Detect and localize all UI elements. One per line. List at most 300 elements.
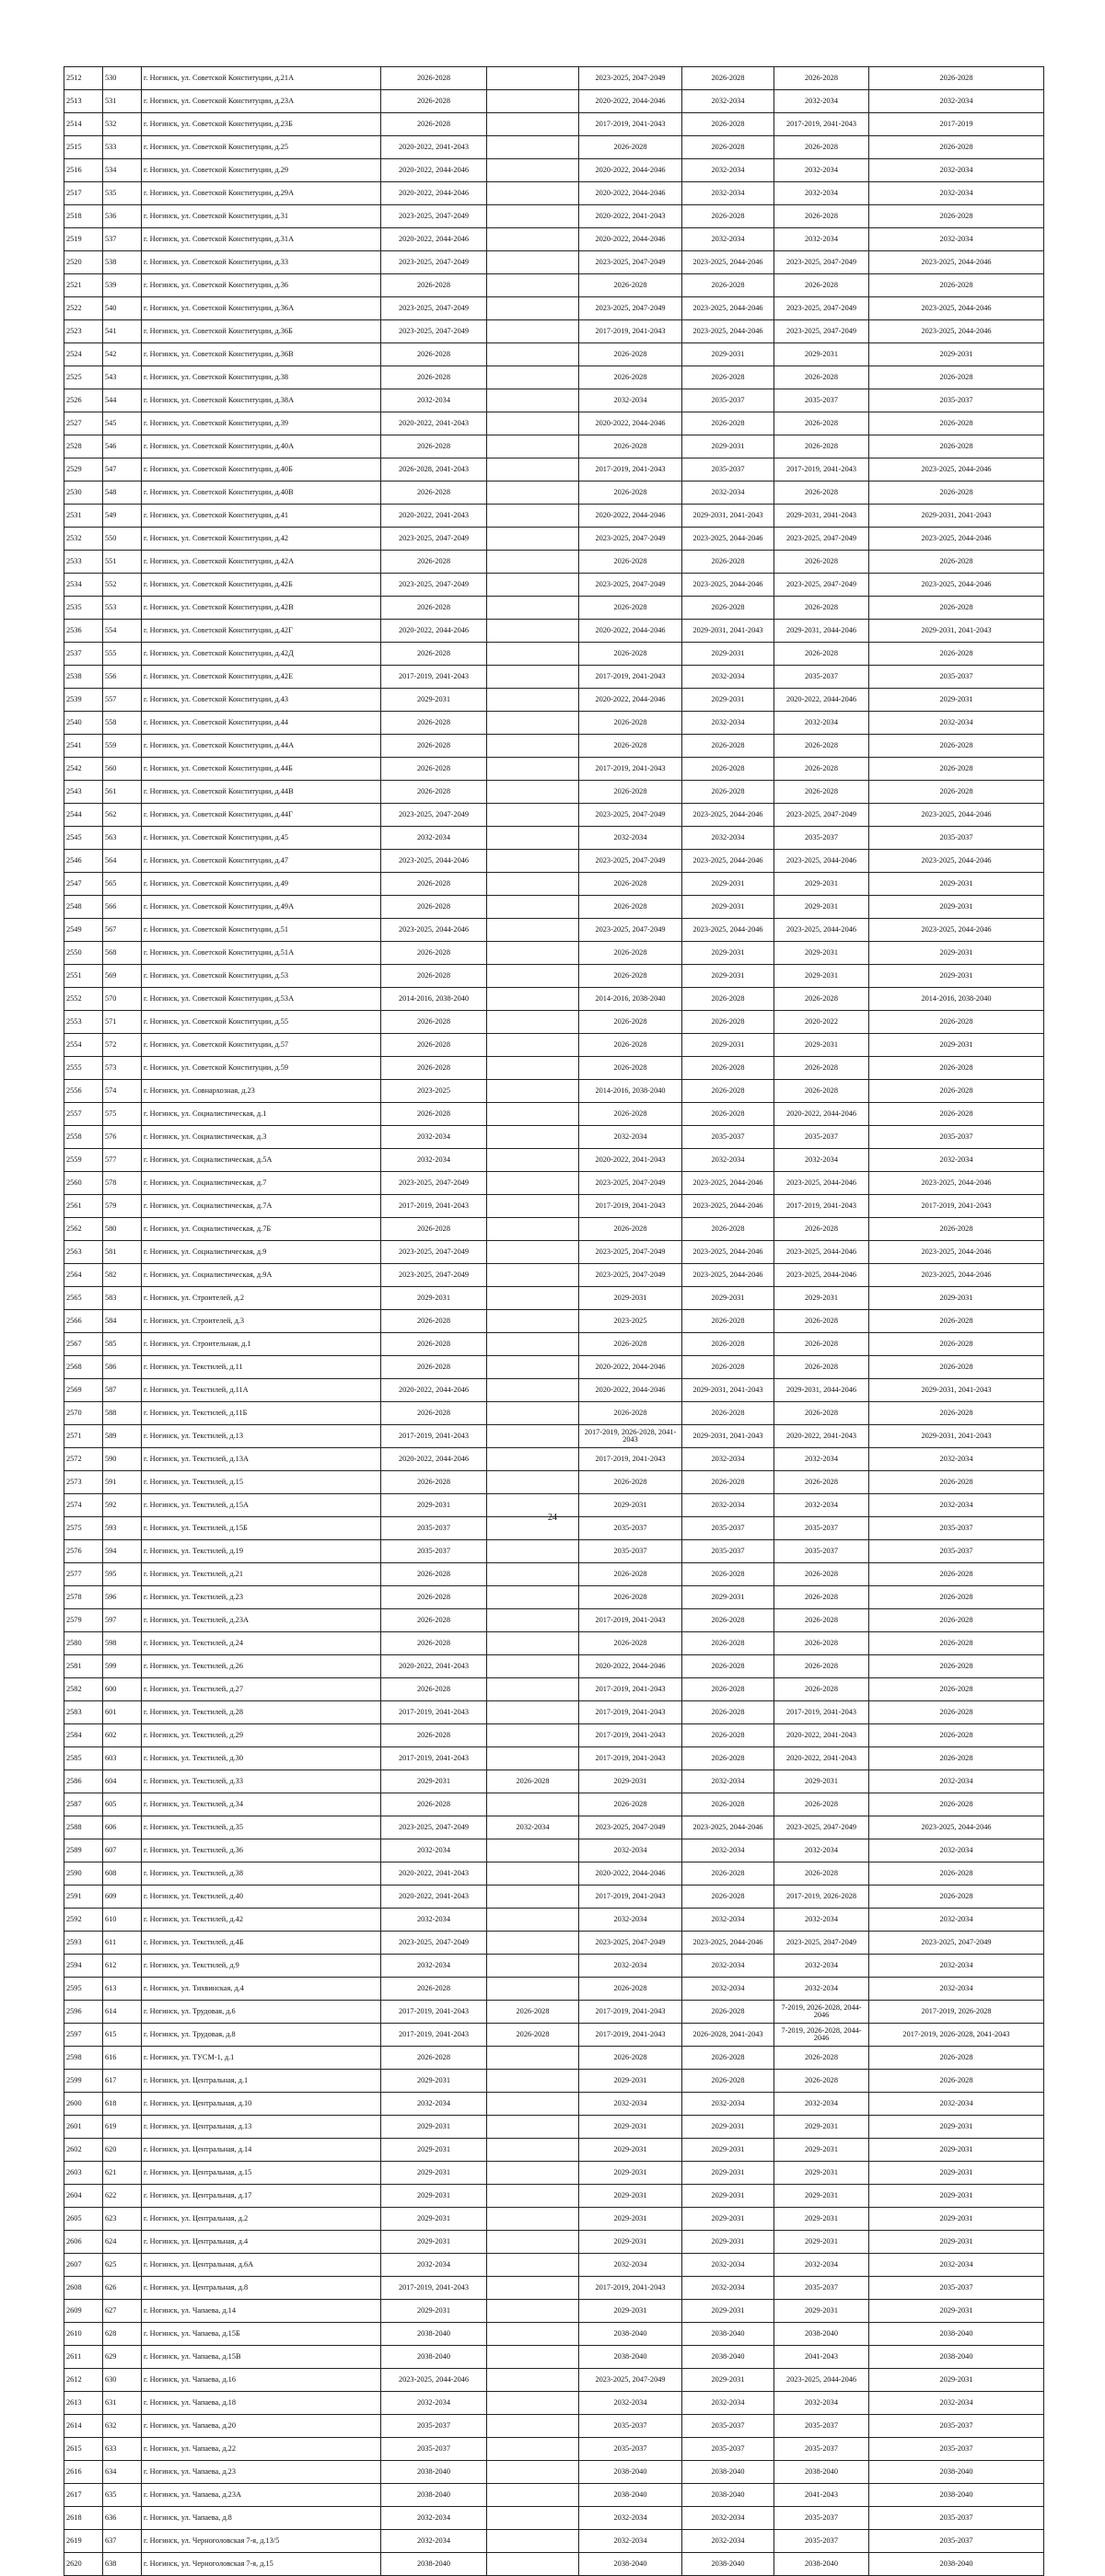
period-col-2-cell <box>487 1241 579 1264</box>
address-cell: г. Ногинск, ул. Текстилей, д.36 <box>142 1839 381 1862</box>
table-row <box>64 2047 1044 2070</box>
table-row <box>64 1425 1044 1448</box>
period-col-3-cell: 2023-2025, 2047-2049 <box>579 251 682 274</box>
period-col-5-cell: 2017-2019, 2041-2043 <box>774 1195 869 1218</box>
object-number-cell: 530 <box>103 67 142 90</box>
period-col-1-cell: 2026-2028 <box>381 1978 487 2001</box>
period-col-1-cell: 2026-2028 <box>381 1402 487 1425</box>
period-col-1-cell: 2026-2028 <box>381 965 487 988</box>
period-col-4-cell: 2026-2028 <box>682 1011 774 1034</box>
period-col-5-cell: 2023-2025, 2044-2046 <box>774 1241 869 1264</box>
period-col-5-cell: 2029-2031 <box>774 2208 869 2231</box>
object-number-cell: 618 <box>103 2093 142 2116</box>
period-col-6-cell: 2023-2025, 2047-2049 <box>869 1932 1044 1955</box>
period-col-1-cell: 2029-2031 <box>381 2139 487 2162</box>
period-col-3-cell: 2029-2031 <box>579 2162 682 2185</box>
row-index-cell: 2577 <box>64 1563 103 1586</box>
period-col-1-cell: 2014-2016, 2038-2040 <box>381 988 487 1011</box>
period-col-4-cell: 2035-2037 <box>682 1126 774 1149</box>
table-row <box>64 90 1044 113</box>
row-index-cell: 2532 <box>64 528 103 551</box>
object-number-cell: 546 <box>103 435 142 458</box>
address-cell: г. Ногинск, ул. Социалистическая, д.9А <box>142 1264 381 1287</box>
address-cell: г. Ногинск, ул. Советской Конституции, д.49 <box>142 873 381 896</box>
table-row <box>64 320 1044 343</box>
period-col-6-cell: 2032-2034 <box>869 1149 1044 1172</box>
object-number-cell: 637 <box>103 2530 142 2553</box>
object-number-cell: 628 <box>103 2323 142 2346</box>
row-index-cell: 2542 <box>64 758 103 781</box>
period-col-4-cell: 2029-2031 <box>682 965 774 988</box>
period-col-2-cell <box>487 2369 579 2392</box>
period-col-5-cell: 2023-2025, 2044-2046 <box>774 1264 869 1287</box>
period-col-1-cell: 2026-2028 <box>381 896 487 919</box>
table-row <box>64 1586 1044 1609</box>
period-col-3-cell: 2017-2019, 2041-2043 <box>579 758 682 781</box>
period-col-4-cell: 2032-2034 <box>682 2530 774 2553</box>
object-number-cell: 570 <box>103 988 142 1011</box>
period-col-1-cell: 2026-2028 <box>381 873 487 896</box>
period-col-2-cell <box>487 942 579 965</box>
period-col-1-cell: 2020-2022, 2041-2043 <box>381 1886 487 1909</box>
period-col-3-cell: 2017-2019, 2026-2028, 2041-2043 <box>579 1425 682 1448</box>
row-index-cell: 2595 <box>64 1978 103 2001</box>
object-number-cell: 563 <box>103 827 142 850</box>
period-col-4-cell: 2026-2028 <box>682 136 774 159</box>
row-index-cell: 2514 <box>64 113 103 136</box>
period-col-2-cell <box>487 1034 579 1057</box>
address-cell: г. Ногинск, ул. Чапаева, д.22 <box>142 2438 381 2461</box>
period-col-2-cell <box>487 666 579 689</box>
period-col-1-cell: 2020-2022, 2044-2046 <box>381 1379 487 1402</box>
row-index-cell: 2528 <box>64 435 103 458</box>
period-col-1-cell: 2026-2028 <box>381 67 487 90</box>
period-col-4-cell: 2029-2031 <box>682 2185 774 2208</box>
address-cell: г. Ногинск, ул. Советской Конституции, д.40А <box>142 435 381 458</box>
period-col-6-cell: 2026-2028 <box>869 1586 1044 1609</box>
period-col-3-cell: 2014-2016, 2038-2040 <box>579 1080 682 1103</box>
period-col-3-cell: 2026-2028 <box>579 1011 682 1034</box>
period-col-1-cell: 2032-2034 <box>381 389 487 412</box>
table-row <box>64 2438 1044 2461</box>
period-col-5-cell: 2026-2028 <box>774 1310 869 1333</box>
row-index-cell: 2618 <box>64 2507 103 2530</box>
address-cell: г. Ногинск, ул. Советской Конституции, д.31А <box>142 228 381 251</box>
period-col-2-cell <box>487 551 579 574</box>
period-col-2-cell <box>487 2461 579 2484</box>
row-index-cell: 2562 <box>64 1218 103 1241</box>
period-col-6-cell: 2032-2034 <box>869 228 1044 251</box>
period-col-6-cell: 2026-2028 <box>869 1402 1044 1425</box>
object-number-cell: 574 <box>103 1080 142 1103</box>
object-number-cell: 605 <box>103 1793 142 1816</box>
period-col-1-cell: 2026-2028 <box>381 113 487 136</box>
object-number-cell: 584 <box>103 1310 142 1333</box>
row-index-cell: 2612 <box>64 2369 103 2392</box>
row-index-cell: 2536 <box>64 620 103 643</box>
period-col-5-cell: 2026-2028 <box>774 1471 869 1494</box>
object-number-cell: 560 <box>103 758 142 781</box>
period-col-3-cell: 2020-2022, 2044-2046 <box>579 90 682 113</box>
period-col-1-cell: 2023-2025, 2047-2049 <box>381 1264 487 1287</box>
row-index-cell: 2609 <box>64 2300 103 2323</box>
object-number-cell: 559 <box>103 735 142 758</box>
period-col-4-cell: 2026-2028 <box>682 2001 774 2024</box>
period-col-4-cell: 2023-2025, 2044-2046 <box>682 320 774 343</box>
period-col-4-cell: 2032-2034 <box>682 1448 774 1471</box>
row-index-cell: 2583 <box>64 1701 103 1724</box>
period-col-6-cell: 2038-2040 <box>869 2346 1044 2369</box>
period-col-3-cell: 2029-2031 <box>579 2300 682 2323</box>
row-index-cell: 2558 <box>64 1126 103 1149</box>
period-col-1-cell: 2026-2028 <box>381 1034 487 1057</box>
row-index-cell: 2547 <box>64 873 103 896</box>
object-number-cell: 545 <box>103 412 142 435</box>
address-cell: г. Ногинск, ул. Советской Конституции, д.42Д <box>142 643 381 666</box>
table-row <box>64 228 1044 251</box>
period-col-3-cell: 2032-2034 <box>579 1909 682 1932</box>
period-col-6-cell: 2032-2034 <box>869 712 1044 735</box>
object-number-cell: 594 <box>103 1540 142 1563</box>
row-index-cell: 2518 <box>64 205 103 228</box>
period-col-4-cell: 2035-2037 <box>682 2438 774 2461</box>
object-number-cell: 623 <box>103 2208 142 2231</box>
period-col-4-cell: 2035-2037 <box>682 1517 774 1540</box>
period-col-6-cell: 2032-2034 <box>869 90 1044 113</box>
address-cell: г. Ногинск, ул. Текстилей, д.23А <box>142 1609 381 1632</box>
period-col-6-cell: 2023-2025, 2044-2046 <box>869 1264 1044 1287</box>
period-col-5-cell: 2023-2025, 2044-2046 <box>774 1172 869 1195</box>
period-col-2-cell <box>487 2116 579 2139</box>
period-col-3-cell: 2032-2034 <box>579 2530 682 2553</box>
period-col-4-cell: 2026-2028 <box>682 67 774 90</box>
period-col-5-cell: 2026-2028 <box>774 1563 869 1586</box>
period-col-4-cell: 2023-2025, 2044-2046 <box>682 919 774 942</box>
object-number-cell: 597 <box>103 1609 142 1632</box>
period-col-4-cell: 2026-2028, 2041-2043 <box>682 2024 774 2047</box>
address-cell: г. Ногинск, ул. Советской Конституции, д.38А <box>142 389 381 412</box>
object-number-cell: 632 <box>103 2415 142 2438</box>
address-cell: г. Ногинск, ул. Советской Конституции, д.33 <box>142 251 381 274</box>
period-col-4-cell: 2032-2034 <box>682 2254 774 2277</box>
period-col-2-cell <box>487 781 579 804</box>
period-col-1-cell: 2032-2034 <box>381 2507 487 2530</box>
row-index-cell: 2587 <box>64 1793 103 1816</box>
period-col-4-cell: 2029-2031 <box>682 2139 774 2162</box>
period-col-4-cell: 2026-2028 <box>682 2047 774 2070</box>
period-col-5-cell: 2029-2031 <box>774 942 869 965</box>
period-col-3-cell: 2026-2028 <box>579 274 682 297</box>
period-col-2-cell <box>487 1195 579 1218</box>
object-number-cell: 611 <box>103 1932 142 1955</box>
period-col-4-cell: 2029-2031, 2041-2043 <box>682 1425 774 1448</box>
period-col-3-cell: 2020-2022, 2041-2043 <box>579 1149 682 1172</box>
period-col-2-cell <box>487 873 579 896</box>
object-number-cell: 606 <box>103 1816 142 1839</box>
address-cell: г. Ногинск, ул. Советской Конституции, д.41 <box>142 505 381 528</box>
period-col-4-cell: 2023-2025, 2044-2046 <box>682 1172 774 1195</box>
row-index-cell: 2512 <box>64 67 103 90</box>
period-col-1-cell: 2029-2031 <box>381 2070 487 2093</box>
period-col-1-cell: 2029-2031 <box>381 2162 487 2185</box>
period-col-2-cell <box>487 2553 579 2576</box>
row-index-cell: 2616 <box>64 2461 103 2484</box>
period-col-2-cell <box>487 1586 579 1609</box>
period-col-2-cell <box>487 274 579 297</box>
period-col-3-cell: 2026-2028 <box>579 965 682 988</box>
address-cell: г. Ногинск, ул. Советской Конституции, д.40В <box>142 482 381 505</box>
object-number-cell: 540 <box>103 297 142 320</box>
row-index-cell: 2602 <box>64 2139 103 2162</box>
period-col-2-cell <box>487 1264 579 1287</box>
period-col-3-cell: 2032-2034 <box>579 2254 682 2277</box>
table-row <box>64 1149 1044 1172</box>
period-col-6-cell: 2026-2028 <box>869 735 1044 758</box>
period-col-4-cell: 2026-2028 <box>682 1862 774 1886</box>
period-col-2-cell <box>487 482 579 505</box>
row-index-cell: 2517 <box>64 182 103 205</box>
table-row <box>64 804 1044 827</box>
period-col-2-cell <box>487 182 579 205</box>
period-col-5-cell: 2023-2025, 2047-2049 <box>774 320 869 343</box>
row-index-cell: 2535 <box>64 597 103 620</box>
table-row <box>64 1402 1044 1425</box>
period-col-5-cell: 2026-2028 <box>774 205 869 228</box>
period-col-2-cell <box>487 528 579 551</box>
object-number-cell: 601 <box>103 1701 142 1724</box>
table-row <box>64 435 1044 458</box>
period-col-6-cell: 2029-2031 <box>869 2185 1044 2208</box>
period-col-5-cell: 2029-2031 <box>774 896 869 919</box>
row-index-cell: 2613 <box>64 2392 103 2415</box>
period-col-5-cell: 2035-2037 <box>774 1540 869 1563</box>
period-col-4-cell: 2026-2028 <box>682 2070 774 2093</box>
table-row <box>64 2139 1044 2162</box>
period-col-2-cell <box>487 1886 579 1909</box>
address-cell: г. Ногинск, ул. Советской Конституции, д.25 <box>142 136 381 159</box>
object-number-cell: 616 <box>103 2047 142 2070</box>
period-col-1-cell: 2023-2025, 2047-2049 <box>381 528 487 551</box>
period-col-5-cell: 2029-2031, 2041-2043 <box>774 505 869 528</box>
object-number-cell: 580 <box>103 1218 142 1241</box>
address-cell: г. Ногинск, ул. Строителей, д.3 <box>142 1310 381 1333</box>
period-col-5-cell: 2020-2022, 2044-2046 <box>774 1103 869 1126</box>
period-col-1-cell: 2032-2034 <box>381 2093 487 2116</box>
row-index-cell: 2549 <box>64 919 103 942</box>
object-number-cell: 532 <box>103 113 142 136</box>
period-col-4-cell: 2032-2034 <box>682 2093 774 2116</box>
period-col-3-cell: 2017-2019, 2041-2043 <box>579 1724 682 1747</box>
period-col-3-cell: 2026-2028 <box>579 1103 682 1126</box>
period-col-3-cell: 2029-2031 <box>579 1287 682 1310</box>
period-col-2-cell <box>487 1103 579 1126</box>
address-cell: г. Ногинск, ул. Центральная, д.13 <box>142 2116 381 2139</box>
object-number-cell: 600 <box>103 1678 142 1701</box>
period-col-4-cell: 2029-2031 <box>682 2208 774 2231</box>
period-col-2-cell <box>487 228 579 251</box>
table-row <box>64 1034 1044 1057</box>
period-col-1-cell: 2026-2028 <box>381 1678 487 1701</box>
period-col-1-cell: 2029-2031 <box>381 2300 487 2323</box>
period-col-2-cell <box>487 1287 579 1310</box>
period-col-3-cell: 2029-2031 <box>579 2116 682 2139</box>
address-cell: г. Ногинск, ул. Центральная, д.6А <box>142 2254 381 2277</box>
object-number-cell: 602 <box>103 1724 142 1747</box>
period-col-2-cell <box>487 850 579 873</box>
table-row <box>64 1287 1044 1310</box>
period-col-4-cell: 2026-2028 <box>682 1655 774 1678</box>
table-row <box>64 274 1044 297</box>
table-row <box>64 1747 1044 1770</box>
period-col-3-cell: 2023-2025, 2047-2049 <box>579 528 682 551</box>
address-cell: г. Ногинск, ул. Текстилей, д.9 <box>142 1955 381 1978</box>
period-col-1-cell: 2032-2034 <box>381 1955 487 1978</box>
period-col-1-cell: 2017-2019, 2041-2043 <box>381 2001 487 2024</box>
row-index-cell: 2584 <box>64 1724 103 1747</box>
period-col-3-cell: 2023-2025, 2047-2049 <box>579 574 682 597</box>
table-row <box>64 67 1044 90</box>
object-number-cell: 587 <box>103 1379 142 1402</box>
row-index-cell: 2534 <box>64 574 103 597</box>
period-col-2-cell <box>487 1149 579 1172</box>
period-col-3-cell: 2029-2031 <box>579 2185 682 2208</box>
period-col-4-cell: 2032-2034 <box>682 2277 774 2300</box>
period-col-4-cell: 2026-2028 <box>682 1563 774 1586</box>
table-row <box>64 182 1044 205</box>
object-number-cell: 582 <box>103 1264 142 1287</box>
table-row <box>64 1471 1044 1494</box>
period-col-6-cell: 2023-2025, 2044-2046 <box>869 320 1044 343</box>
row-index-cell: 2519 <box>64 228 103 251</box>
table-row <box>64 1126 1044 1149</box>
address-cell: г. Ногинск, ул. Советской Конституции, д.51 <box>142 919 381 942</box>
row-index-cell: 2596 <box>64 2001 103 2024</box>
period-col-4-cell: 2026-2028 <box>682 1103 774 1126</box>
period-col-6-cell: 2026-2028 <box>869 1310 1044 1333</box>
period-col-1-cell: 2026-2028 <box>381 1793 487 1816</box>
object-number-cell: 569 <box>103 965 142 988</box>
period-col-3-cell: 2017-2019, 2041-2043 <box>579 666 682 689</box>
address-cell: г. Ногинск, ул. Текстилей, д.35 <box>142 1816 381 1839</box>
object-number-cell: 619 <box>103 2116 142 2139</box>
period-col-2-cell <box>487 1402 579 1425</box>
address-cell: г. Ногинск, ул. Текстилей, д.38 <box>142 1862 381 1886</box>
table-row <box>64 1816 1044 1839</box>
object-number-cell: 596 <box>103 1586 142 1609</box>
row-index-cell: 2588 <box>64 1816 103 1839</box>
period-col-1-cell: 2029-2031 <box>381 1770 487 1793</box>
row-index-cell: 2565 <box>64 1287 103 1310</box>
period-col-2-cell <box>487 1747 579 1770</box>
period-col-5-cell: 2032-2034 <box>774 228 869 251</box>
table-row <box>64 1563 1044 1586</box>
row-index-cell: 2513 <box>64 90 103 113</box>
period-col-1-cell: 2029-2031 <box>381 689 487 712</box>
table-row <box>64 2116 1044 2139</box>
period-col-4-cell: 2032-2034 <box>682 2507 774 2530</box>
period-col-4-cell: 2038-2040 <box>682 2461 774 2484</box>
period-col-5-cell: 2029-2031 <box>774 2116 869 2139</box>
address-cell: г. Ногинск, ул. Советской Конституции, д.44Г <box>142 804 381 827</box>
period-col-5-cell: 2035-2037 <box>774 1126 869 1149</box>
object-number-cell: 595 <box>103 1563 142 1586</box>
period-col-6-cell: 2032-2034 <box>869 1494 1044 1517</box>
period-col-2-cell <box>487 689 579 712</box>
period-col-2-cell <box>487 574 579 597</box>
period-col-4-cell: 2032-2034 <box>682 666 774 689</box>
object-number-cell: 579 <box>103 1195 142 1218</box>
period-col-6-cell: 2029-2031 <box>869 2162 1044 2185</box>
period-col-3-cell: 2026-2028 <box>579 1402 682 1425</box>
row-index-cell: 2571 <box>64 1425 103 1448</box>
period-col-5-cell: 2026-2028 <box>774 1333 869 1356</box>
period-col-4-cell: 2023-2025, 2044-2046 <box>682 1932 774 1955</box>
period-col-2-cell <box>487 2438 579 2461</box>
period-col-4-cell: 2032-2034 <box>682 712 774 735</box>
period-col-1-cell: 2023-2025, 2047-2049 <box>381 320 487 343</box>
period-col-1-cell: 2032-2034 <box>381 2254 487 2277</box>
period-col-5-cell: 2026-2028 <box>774 136 869 159</box>
address-cell: г. Ногинск, ул. Тихвинская, д.4 <box>142 1978 381 2001</box>
address-cell: г. Ногинск, ул. Текстилей, д.42 <box>142 1909 381 1932</box>
row-index-cell: 2575 <box>64 1517 103 1540</box>
table-row <box>64 159 1044 182</box>
table-row <box>64 1103 1044 1126</box>
period-col-3-cell: 2023-2025, 2047-2049 <box>579 1241 682 1264</box>
object-number-cell: 621 <box>103 2162 142 2185</box>
period-col-2-cell <box>487 1011 579 1034</box>
address-cell: г. Ногинск, ул. Социалистическая, д.7 <box>142 1172 381 1195</box>
period-col-5-cell: 2029-2031 <box>774 1287 869 1310</box>
period-col-1-cell: 2020-2022, 2041-2043 <box>381 1862 487 1886</box>
object-number-cell: 565 <box>103 873 142 896</box>
period-col-5-cell: 2032-2034 <box>774 1448 869 1471</box>
period-col-1-cell: 2023-2025, 2047-2049 <box>381 1241 487 1264</box>
address-cell: г. Ногинск, ул. Советской Конституции, д.59 <box>142 1057 381 1080</box>
period-col-5-cell: 2032-2034 <box>774 1978 869 2001</box>
period-col-6-cell: 2029-2031 <box>869 2369 1044 2392</box>
table-row <box>64 251 1044 274</box>
period-col-1-cell: 2020-2022, 2044-2046 <box>381 228 487 251</box>
period-col-4-cell: 2026-2028 <box>682 205 774 228</box>
period-col-2-cell <box>487 1471 579 1494</box>
period-col-3-cell: 2026-2028 <box>579 896 682 919</box>
object-number-cell: 598 <box>103 1632 142 1655</box>
address-cell: г. Ногинск, ул. Советской Конституции, д.44А <box>142 735 381 758</box>
period-col-2-cell <box>487 2047 579 2070</box>
period-col-5-cell: 2026-2028 <box>774 1793 869 1816</box>
table-row <box>64 2070 1044 2093</box>
object-number-cell: 539 <box>103 274 142 297</box>
period-col-2-cell <box>487 1379 579 1402</box>
period-col-2-cell <box>487 2507 579 2530</box>
address-cell: г. Ногинск, ул. Центральная, д.4 <box>142 2231 381 2254</box>
object-number-cell: 544 <box>103 389 142 412</box>
period-col-3-cell: 2026-2028 <box>579 597 682 620</box>
period-col-2-cell <box>487 1632 579 1655</box>
period-col-5-cell: 2035-2037 <box>774 2507 869 2530</box>
period-col-3-cell: 2032-2034 <box>579 1839 682 1862</box>
period-col-2-cell <box>487 1793 579 1816</box>
period-col-1-cell: 2026-2028 <box>381 435 487 458</box>
period-col-5-cell: 7-2019, 2026-2028, 2044-2046 <box>774 2001 869 2024</box>
period-col-5-cell: 2023-2025, 2044-2046 <box>774 2369 869 2392</box>
period-col-6-cell: 2026-2028 <box>869 1356 1044 1379</box>
row-index-cell: 2617 <box>64 2484 103 2507</box>
period-col-6-cell: 2026-2028 <box>869 1563 1044 1586</box>
table-row <box>64 1886 1044 1909</box>
object-number-cell: 622 <box>103 2185 142 2208</box>
